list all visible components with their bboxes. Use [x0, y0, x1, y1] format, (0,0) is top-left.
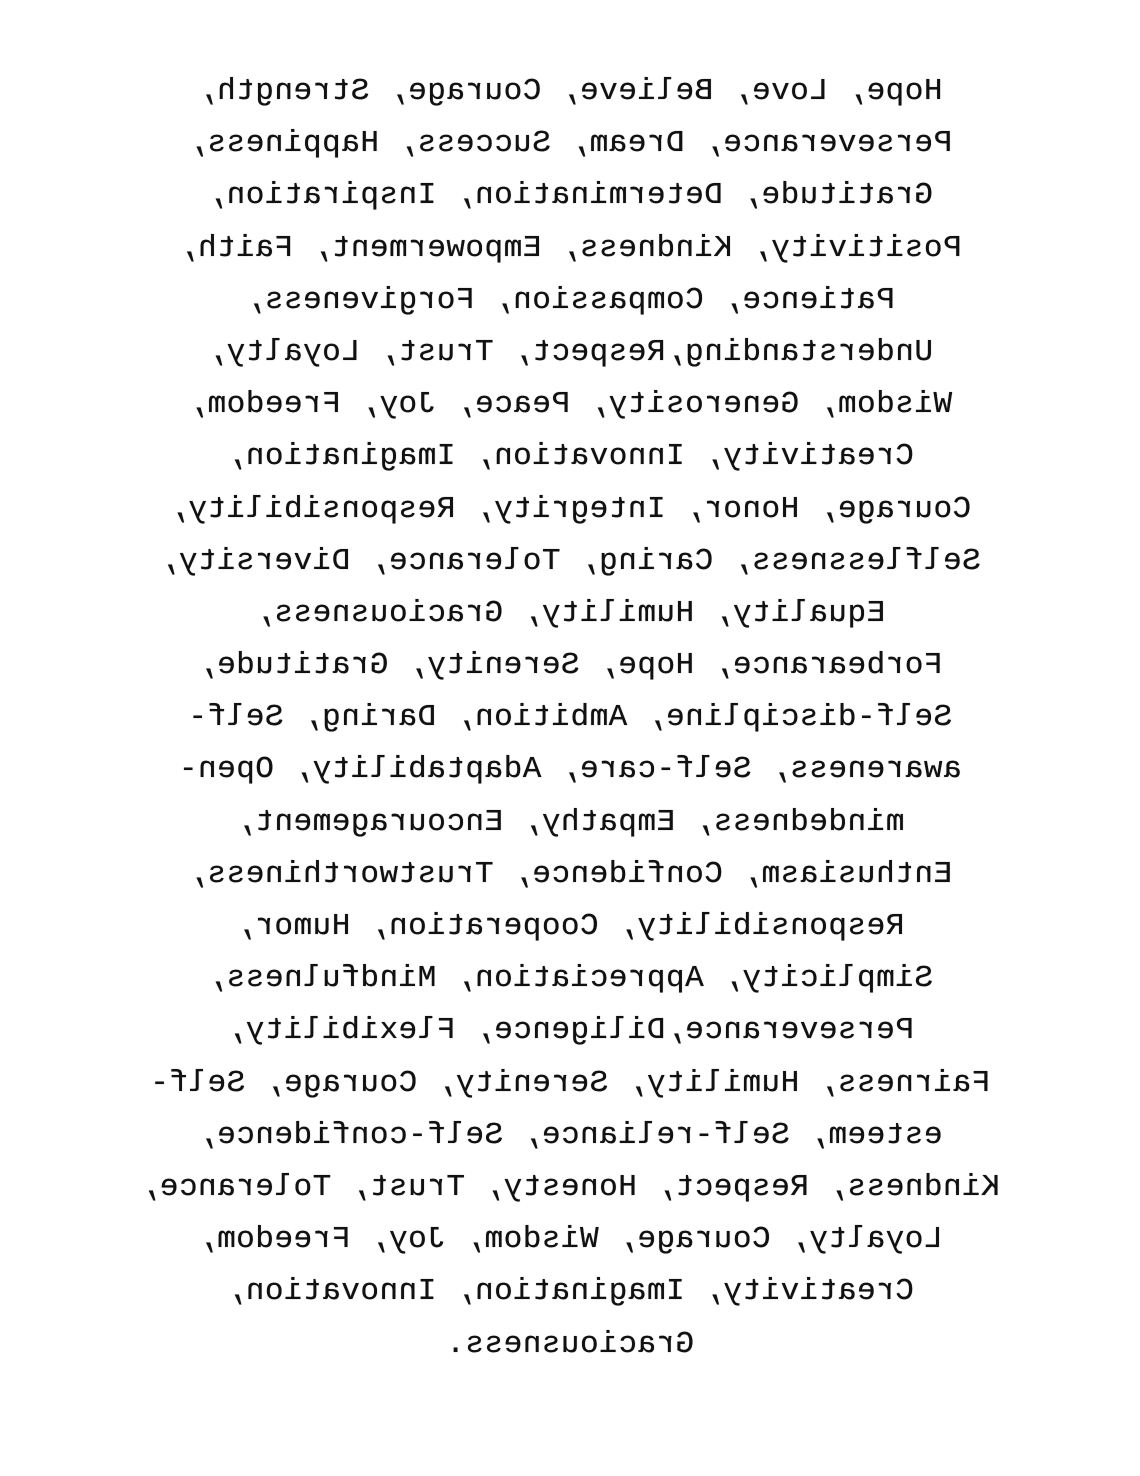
text-line: Creativity, Innovation, Imagination,	[226, 439, 914, 475]
mirrored-word-list	[0, 66, 1140, 1371]
text-line: Responsibility, Cooperation, Humor,	[235, 909, 905, 944]
text-line: Courage, Honor, Integrity, Responsibility,	[168, 491, 972, 527]
text-line: Wisdom, Generosity, Peace, Joy, Freedom,	[187, 387, 953, 423]
text-line: Self-discipline, Ambition, Daring, Self-	[187, 700, 953, 736]
text-line: Selflessness, Caring, Tolerance, Diversity,	[159, 543, 981, 579]
text-line: Fairness, Humility, Serenity, Courage, Self-	[149, 1065, 991, 1101]
text-line: Enthusiasm, Confidence, Trustworthiness,	[187, 856, 953, 892]
text-line: Creativity, Imagination, Innovation,	[226, 1274, 914, 1310]
text-line: mindedness, Empathy, Encouragement,	[235, 804, 905, 840]
text-line: Patience, Compassion, Forgiveness,	[245, 282, 895, 318]
text-line: Understanding,Respect, Trust, Loyalty,	[207, 334, 933, 370]
text-line: Simplicity, Appreciation, Mindfulness,	[207, 961, 933, 997]
text-line: Graciousness.	[445, 1326, 695, 1362]
text-line: Equality, Humility, Graciousness,	[254, 595, 886, 631]
text-line: Loyalty, Courage, Wisdom, Joy, Freedom,	[197, 1222, 943, 1258]
text-line: Positivity, Kindness, Empowerment, Faith,	[178, 230, 962, 266]
text-line: esteem, Self-reliance, Self-confidence,	[197, 1117, 943, 1153]
text-line: Hope, Love, Believe, Courage, Strength,	[197, 74, 943, 109]
text-line: awareness, Self-care, Adaptability, Open-	[178, 752, 962, 788]
text-line: Gratitude, Determination, Inspiration,	[207, 178, 933, 214]
text-line: Kindness, Respect, Honesty, Trust, Tolerance,	[140, 1169, 1000, 1205]
text-line: Forbearance, Hope, Serenity, Gratitude,	[197, 648, 943, 684]
text-line: Perseverance, Dream, Success, Happiness,	[187, 126, 953, 162]
text-line: Perseverance,Diligence, Flexibility,	[226, 1013, 914, 1049]
